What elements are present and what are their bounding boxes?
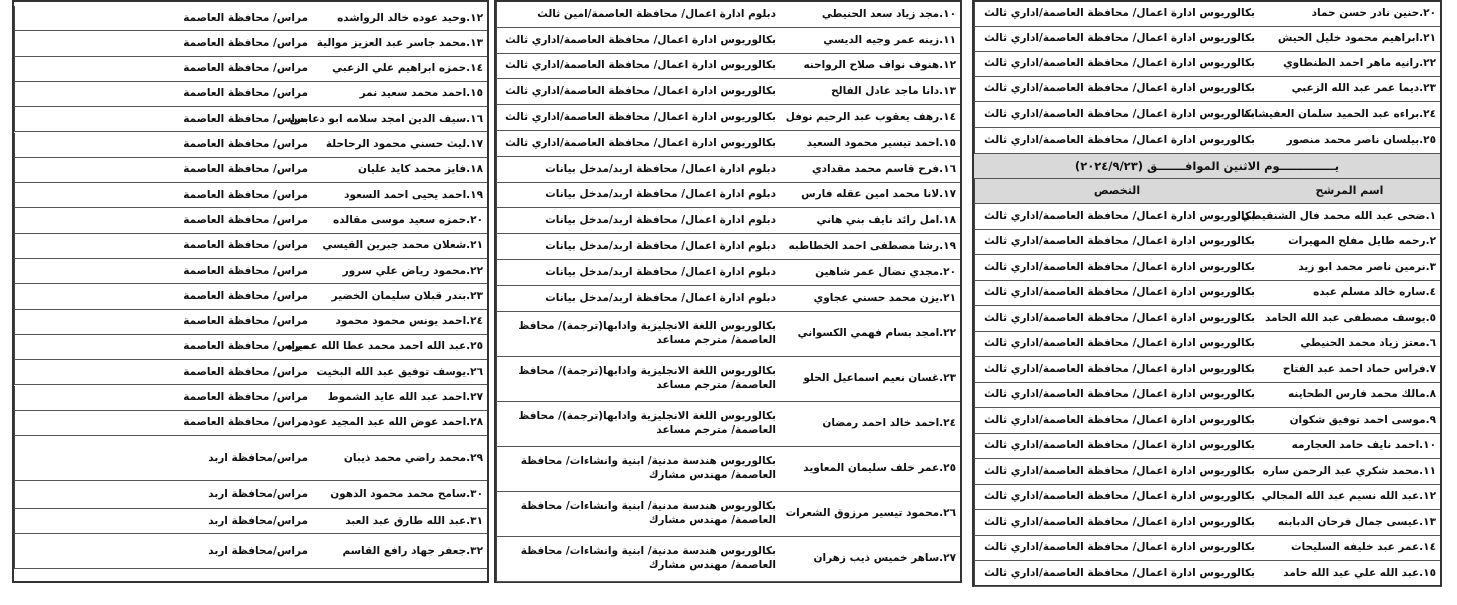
middle-table	[494, 0, 962, 583]
candidate-specialization: دبلوم ادارة اعمال/ محافظة اربد/مدخل بيانات	[496, 286, 780, 311]
candidate-name: ٢٥.بيلسان ناصر محمد منصور	[1286, 133, 1436, 146]
table-row	[14, 234, 487, 259]
table-row	[14, 259, 487, 284]
candidate-specialization: بكالوريوس هندسة مدنية/ ابنية وانشاءات/ محافظة العاصمة/ مهندس مشارك	[496, 537, 780, 581]
candidate-name: ٢٢.رانيه ماهر احمد الطنطاوي	[1283, 57, 1436, 70]
candidate-name: ١٣.محمد جاسر عبد العزيز موالية	[316, 36, 483, 49]
table-row	[974, 510, 1440, 536]
candidate-specialization: مراس/ محافظة العاصمة	[14, 133, 312, 157]
candidate-specialization: مراس/ محافظة العاصمة	[14, 284, 312, 308]
candidate-name: ١٣.عيسى جمال فرحان الدبابنه	[1277, 515, 1436, 528]
candidate-name: ١٧.لانا محمد امين عقله فارس	[801, 188, 956, 201]
table-row	[496, 260, 960, 286]
candidate-specialization: مراس/محافظة اربد	[14, 436, 312, 480]
table-row	[974, 306, 1440, 332]
table-row	[14, 31, 487, 56]
candidate-name: ١٨.فايز محمد كايد عليان	[358, 163, 483, 176]
table-row	[14, 310, 487, 335]
table-row	[974, 128, 1440, 154]
candidate-name: ٢٥.عبد الله احمد محمد عطا الله عميره	[286, 340, 483, 353]
right-table	[972, 0, 1442, 587]
candidate-specialization: بكالوريوس ادارة اعمال/ محافظة العاصمة/اداري ثالث	[974, 27, 1259, 51]
candidate-name: ١٢.عبد الله نسيم عبد الله المجالي	[1261, 490, 1436, 503]
candidate-specialization: مراس/ محافظة العاصمة	[14, 411, 312, 435]
candidate-specialization: بكالوريوس ادارة اعمال/ محافظة العاصمة/اداري ثالث	[974, 459, 1259, 484]
candidate-specialization: بكالوريوس ادارة اعمال/ محافظة العاصمة/اداري ثالث	[974, 561, 1259, 586]
candidate-name: ٢٠.مجدي نضال عمر شاهين	[815, 265, 956, 278]
candidate-name: ٣٠.سامح محمد محمود الدهون	[330, 488, 483, 501]
candidate-name: ٨.مالك محمد فارس الطحاينه	[1288, 388, 1436, 401]
candidate-specialization: بكالوريوس اللغة الانجليزية وادابها(ترجمة)/ محافظ العاصمة/ مترجم مساعد	[496, 357, 780, 401]
candidate-name: ٢٦.يوسف توفيق عبد الله البخيت	[316, 365, 483, 378]
candidate-specialization: بكالوريوس ادارة اعمال/ محافظة العاصمة/اداري ثالث	[974, 332, 1259, 357]
candidate-name: ٢٢.محمود رياض علي سرور	[342, 264, 483, 277]
table-row	[14, 183, 487, 208]
table-row	[974, 434, 1440, 460]
cut-off-row	[314, 0, 487, 5]
candidate-specialization: مراس/ محافظة العاصمة	[14, 82, 312, 106]
candidate-specialization: بكالوريوس اللغة الانجليزية وادابها(ترجمة)/ محافظ العاصمة/ مترجم مساعد	[496, 312, 780, 356]
candidate-specialization: دبلوم ادارة اعمال/ محافظة اربد/مدخل بيانات	[496, 208, 780, 233]
candidate-specialization: مراس/ محافظة العاصمة	[14, 107, 312, 131]
table-row	[14, 158, 487, 183]
table-row	[974, 102, 1440, 128]
table-row	[496, 131, 960, 157]
table-row	[974, 536, 1440, 562]
table-row	[496, 105, 960, 131]
table-row	[496, 447, 960, 492]
candidate-specialization: مراس/محافظة اربد	[14, 509, 312, 533]
table-row	[974, 485, 1440, 511]
candidate-name: ٢٣.بندر قبلان سليمان الخضير	[331, 289, 483, 302]
candidate-specialization: بكالوريوس ادارة اعمال/ محافظة العاصمة/اداري ثالث	[496, 105, 780, 130]
table-row	[14, 284, 487, 309]
candidate-specialization: بكالوريوس ادارة اعمال/ محافظة العاصمة/اداري ثالث	[974, 255, 1259, 280]
candidate-name: ١٧.ليث حسني محمود الرحاحلة	[325, 138, 483, 151]
candidate-name: ١٤.عمر عبد خليفه السليحات	[1291, 541, 1436, 554]
candidate-specialization: مراس/محافظة اربد	[14, 534, 312, 568]
candidate-specialization: دبلوم ادارة اعمال/ محافظة العاصمة/امين ثالث	[496, 2, 780, 27]
date-heading-row	[974, 154, 1440, 179]
candidate-specialization: بكالوريوس ادارة اعمال/ محافظة العاصمة/اداري ثالث	[974, 510, 1259, 535]
candidate-name: ١٤.حمزه ابراهيم علي الزعبي	[332, 62, 483, 75]
left-table	[12, 0, 489, 583]
table-row	[14, 386, 487, 411]
table-row	[14, 436, 487, 481]
candidate-specialization: بكالوريوس ادارة اعمال/ محافظة العاصمة/اداري ثالث	[974, 230, 1259, 255]
table-row	[496, 357, 960, 402]
candidate-name: ١٩.رشا مصطفى احمد الخطاطبه	[788, 240, 956, 253]
candidate-name: ٩.موسى احمد توفيق شكوان	[1289, 413, 1436, 426]
candidate-specialization: بكالوريوس ادارة اعمال/ محافظة العاصمة/اداري ثالث	[974, 357, 1259, 382]
candidate-specialization: بكالوريوس ادارة اعمال/ محافظة العاصمة/اداري ثالث	[974, 2, 1259, 26]
table-row	[496, 28, 960, 54]
table-row	[14, 6, 487, 31]
candidate-specialization: مراس/ محافظة العاصمة	[14, 183, 312, 207]
candidate-name: ١٥.احمد تيسير محمود السعيد	[806, 136, 956, 149]
candidate-specialization: مراس/ محافظة العاصمة	[14, 386, 312, 410]
table-row	[974, 332, 1440, 358]
candidate-specialization: دبلوم ادارة اعمال/ محافظة اربد/مدخل بيانات	[496, 183, 780, 208]
candidate-specialization: بكالوريوس هندسة مدنية/ ابنية وانشاءات/ محافظة العاصمة/ مهندس مشارك	[496, 447, 780, 491]
table-row	[974, 383, 1440, 409]
candidate-name: ١١.زينه عمر وجيه الديسي	[823, 33, 956, 46]
candidate-name: ٤.ساره خالد مسلم عبده	[1313, 286, 1436, 299]
candidate-specialization: بكالوريوس ادارة اعمال/ محافظة العاصمة/اداري ثالث	[496, 54, 780, 79]
candidate-specialization: بكالوريوس ادارة اعمال/ محافظة العاصمة/اداري ثالث	[974, 102, 1259, 127]
table-row	[14, 360, 487, 385]
candidate-name: ٣١.عبد الله طارق عبد العبد	[345, 514, 483, 527]
table-row	[974, 281, 1440, 307]
candidate-specialization: دبلوم ادارة اعمال/ محافظة اربد/مدخل بيانات	[496, 234, 780, 259]
candidate-name: ٢٦.محمود تيسير مرزوق الشعرات	[785, 507, 956, 520]
candidate-name: ٢٧.احمد عبد الله عايد الشموط	[327, 391, 483, 404]
candidate-name: ٢٣.غسان نعيم اسماعيل الحلو	[803, 372, 956, 385]
candidate-name: ٦.معتز زياد محمد الحنيطي	[1300, 337, 1436, 350]
candidate-specialization: بكالوريوس ادارة اعمال/ محافظة العاصمة/اداري ثالث	[974, 77, 1259, 101]
candidate-name: ١٠.احمد نايف حامد العجارمه	[1291, 439, 1436, 452]
table-row	[14, 208, 487, 233]
candidate-name: ٢.رحمه طايل مفلح المهيرات	[1288, 235, 1436, 248]
candidate-specialization: بكالوريوس ادارة اعمال/ محافظة العاصمة/اداري ثالث	[974, 52, 1259, 76]
table-row	[496, 54, 960, 80]
candidate-specialization: مراس/ محافظة العاصمة	[14, 57, 312, 81]
candidate-name: ٢٤.براءه عبد الحميد سلمان العفيشات	[1243, 107, 1436, 120]
candidate-specialization: بكالوريوس ادارة اعمال/ محافظة العاصمة/اداري ثالث	[496, 131, 780, 156]
candidate-name: ٢١.يزن محمد حسني عجاوي	[813, 291, 956, 304]
table-row	[974, 357, 1440, 383]
candidate-specialization: بكالوريوس ادارة اعمال/ محافظة العاصمة/اداري ثالث	[974, 383, 1259, 408]
table-row	[974, 255, 1440, 281]
candidate-name: ٢٨.احمد عوض الله عبد المجيد عوده	[302, 416, 483, 429]
table-row	[496, 157, 960, 183]
candidate-specialization: مراس/ محافظة العاصمة	[14, 335, 312, 359]
candidate-specialization: بكالوريوس ادارة اعمال/ محافظة العاصمة/اداري ثالث	[974, 408, 1259, 433]
candidate-name: ١٩.احمد يحيى احمد السعود	[344, 188, 483, 201]
candidate-specialization: دبلوم ادارة اعمال/ محافظة اربد/مدخل بيانات	[496, 260, 780, 285]
table-row	[496, 402, 960, 447]
candidate-specialization: مراس/ محافظة العاصمة	[14, 234, 312, 258]
candidate-specialization: بكالوريوس ادارة اعمال/ محافظة العاصمة/اداري ثالث	[974, 128, 1259, 153]
candidate-name: ١٢.هنوف نواف صلاح الرواحنه	[803, 59, 956, 72]
candidate-name: ٣٢.جعفر جهاد رافع القاسم	[342, 544, 483, 557]
candidate-specialization: مراس/ محافظة العاصمة	[14, 208, 312, 232]
candidate-name: ٢٧.ساهر خميس ذيب زهران	[813, 552, 956, 565]
candidate-specialization: بكالوريوس ادارة اعمال/ محافظة العاصمة/اداري ثالث	[974, 536, 1259, 561]
table-row	[14, 481, 487, 509]
candidate-specialization: مراس/ محافظة العاصمة	[14, 360, 312, 384]
date-heading: يــــــــــــــوم الاثنين الموافـــــــق (٢٠٢٤/٩/٢٣)	[1074, 158, 1340, 173]
candidate-specialization: دبلوم ادارة اعمال/ محافظة اربد/مدخل بيانات	[496, 157, 780, 182]
candidate-specialization: مراس/ محافظة العاصمة	[14, 31, 312, 55]
table-row	[974, 204, 1440, 230]
table-row	[14, 335, 487, 360]
column-header-name: اسم المرشح	[1315, 184, 1384, 198]
candidate-specialization: بكالوريوس ادارة اعمال/ محافظة العاصمة/اداري ثالث	[974, 281, 1259, 306]
candidate-name: ٢٠.حنين نادر حسن حماد	[1311, 7, 1436, 20]
candidate-specialization: بكالوريوس ادارة اعمال/ محافظة العاصمة/اداري ثالث	[496, 28, 780, 53]
candidate-name: ٢١.ابراهيم محمود خليل الحيش	[1277, 32, 1436, 45]
candidate-name: ٢٢.امجد بسام فهمي الكسواني	[797, 327, 956, 340]
candidate-specialization: بكالوريوس ادارة اعمال/ محافظة العاصمة/اداري ثالث	[974, 434, 1259, 459]
table-row	[496, 492, 960, 537]
candidate-name: ١٦.فرح قاسم محمد مقدادي	[811, 162, 956, 175]
table-row	[496, 2, 960, 28]
table-row	[974, 27, 1440, 52]
table-row	[974, 408, 1440, 434]
candidate-specialization: بكالوريوس ادارة اعمال/ محافظة العاصمة/اداري ثالث	[496, 79, 780, 104]
candidate-name: ٧.فراس حماد احمد عبد الفتاح	[1282, 362, 1436, 375]
candidate-name: ١.ضحى عبد الله محمد فال الشنقيطي	[1240, 209, 1436, 222]
candidate-specialization: مراس/ محافظة العاصمة	[14, 259, 312, 283]
candidate-name: ١٠.مجد زياد سعد الحنيطي	[821, 7, 956, 20]
table-row	[496, 79, 960, 105]
table-row	[974, 77, 1440, 102]
column-header-specialization: التخصص	[974, 179, 1259, 203]
table-row	[974, 561, 1440, 587]
table-row	[974, 52, 1440, 77]
table-row	[496, 183, 960, 209]
table-row	[14, 509, 487, 534]
candidate-name: ١٣.دانا ماجد عادل الفالح	[831, 85, 956, 98]
table-row	[496, 312, 960, 357]
candidate-name: ١٨.امل رائد نايف بني هاني	[816, 214, 956, 227]
table-row	[974, 230, 1440, 256]
table-row	[14, 82, 487, 107]
candidate-specialization: بكالوريوس ادارة اعمال/ محافظة العاصمة/اداري ثالث	[974, 485, 1259, 510]
candidate-name: ٢٠.حمزه سعيد موسى مقالده	[333, 213, 483, 226]
candidate-name: ٣.نرمين ناصر محمد ابو زيد	[1298, 260, 1436, 273]
candidate-name: ٢١.شعلان محمد جبرين القيسي	[322, 239, 483, 252]
table-row	[14, 107, 487, 132]
candidate-name: ١٥.احمد محمد سعيد نمر	[359, 87, 483, 100]
candidate-specialization: بكالوريوس اللغة الانجليزية وادابها(ترجمة)/ محافظ العاصمة/ مترجم مساعد	[496, 402, 780, 446]
candidate-name: ٢٤.احمد يونس محمود محمود	[335, 315, 483, 328]
candidate-specialization: بكالوريوس ادارة اعمال/ محافظة العاصمة/اداري ثالث	[974, 204, 1259, 229]
candidate-name: ٢٩.محمد راضي محمد ذيبان	[343, 451, 483, 464]
column-header-row	[974, 179, 1440, 204]
candidate-name: ١٢.وحيد عوده خالد الرواشده	[337, 11, 483, 24]
candidate-name: ٥.يوسف مصطفى عبد الله الحامد	[1265, 311, 1436, 324]
candidate-name: ١٥.عبد الله علي عبد الله حامد	[1283, 566, 1436, 579]
table-row	[14, 534, 487, 569]
table-row	[14, 133, 487, 158]
table-row	[14, 57, 487, 82]
candidate-specialization: بكالوريوس هندسة مدنية/ ابنية وانشاءات/ محافظة العاصمة/ مهندس مشارك	[496, 492, 780, 536]
table-row	[496, 234, 960, 260]
candidate-specialization: مراس/ محافظة العاصمة	[14, 310, 312, 334]
table-row	[974, 459, 1440, 485]
table-row	[496, 208, 960, 234]
candidate-name: ٢٣.ديما عمر عبد الله الزعبي	[1291, 82, 1436, 95]
candidate-specialization: مراس/ محافظة العاصمة	[14, 158, 312, 182]
table-row	[496, 537, 960, 582]
candidate-name: ١٦.سيف الدين امجد سلامه ابو دعابس	[289, 112, 483, 125]
candidate-name: ٢٤.احمد خالد احمد رمضان	[822, 417, 956, 430]
candidate-specialization: مراس/ محافظة العاصمة	[14, 6, 312, 30]
candidate-specialization: مراس/محافظة اربد	[14, 481, 312, 508]
table-row	[496, 286, 960, 312]
table-row	[974, 2, 1440, 27]
candidate-name: ١١.محمد شكري عبد الرحمن ساره	[1262, 464, 1436, 477]
candidate-name: ١٤.رهف يعقوب عبد الرحيم نوفل	[785, 111, 956, 124]
table-row	[14, 411, 487, 436]
candidate-specialization: بكالوريوس ادارة اعمال/ محافظة العاصمة/اداري ثالث	[974, 306, 1259, 331]
candidate-name: ٢٥.عمر خلف سليمان المعاويد	[803, 462, 956, 475]
